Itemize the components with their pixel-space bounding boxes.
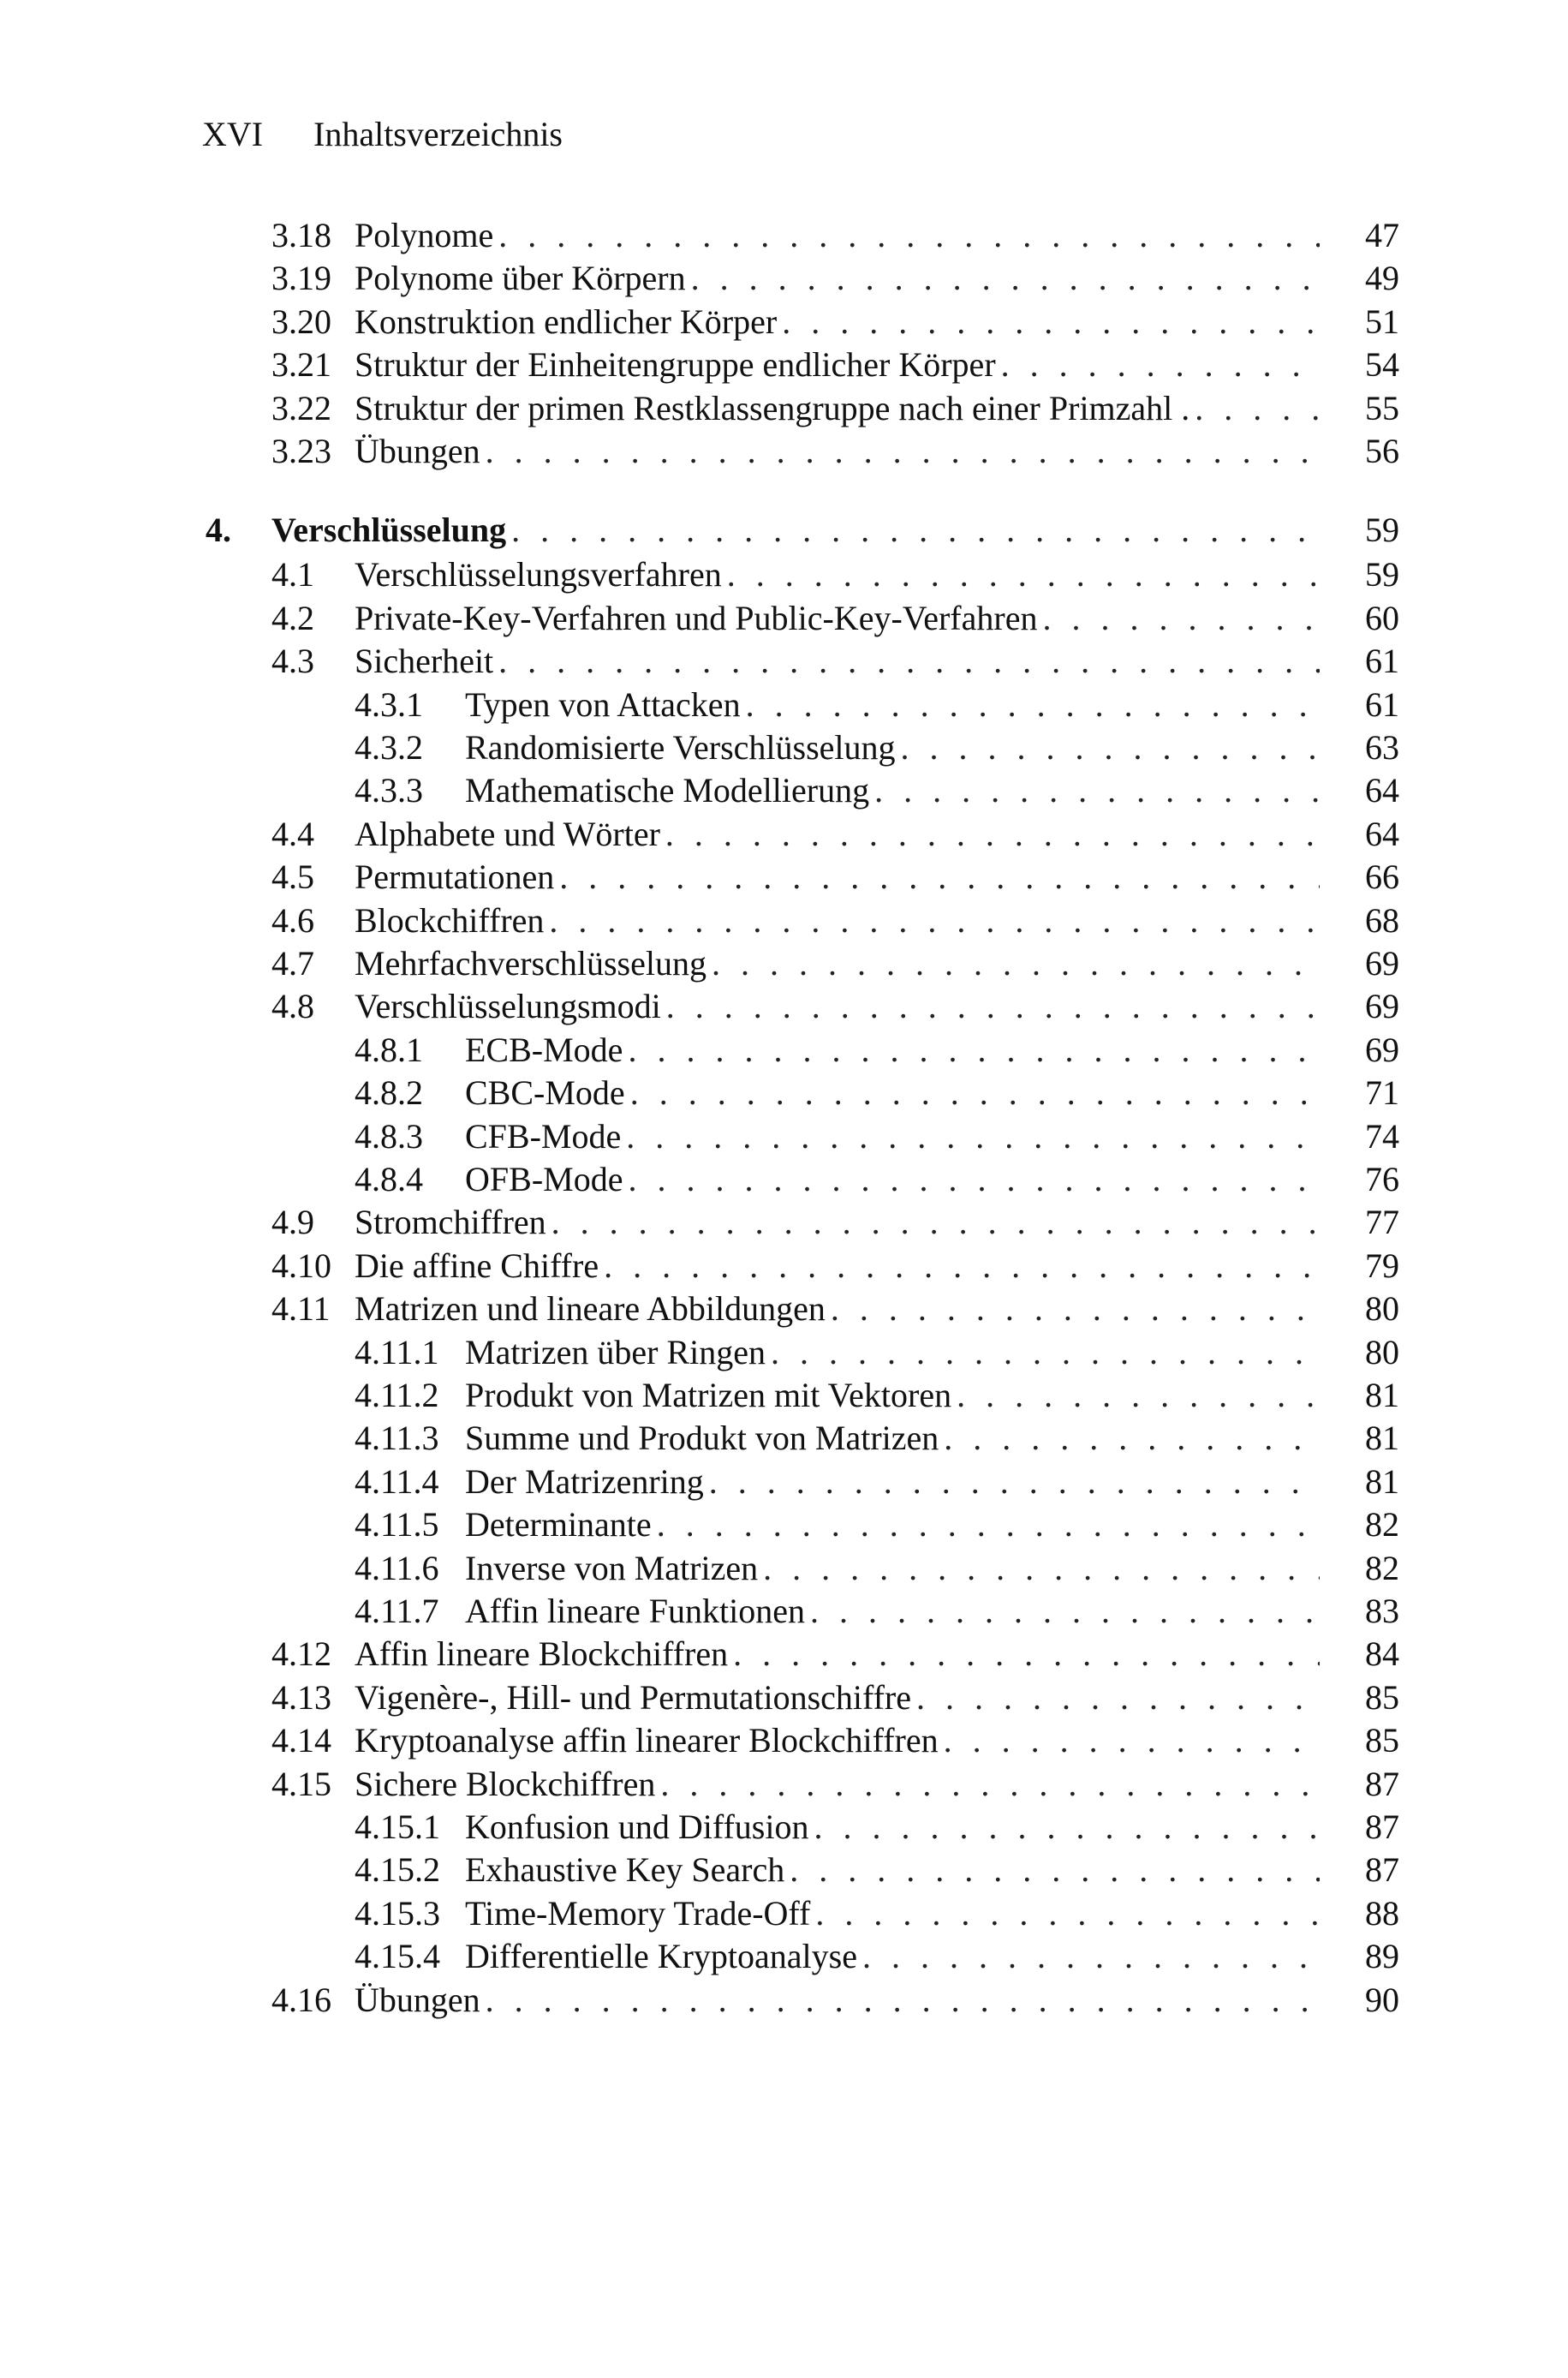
entry-title-line (465, 1331, 1320, 1374)
entry-title-line (355, 597, 1320, 640)
entry-title: Private-Key-Verfahren und Public-Key-Verfahren (355, 599, 1038, 637)
entry-title-line (355, 813, 1320, 856)
entry-number: 4.15 (271, 1765, 331, 1803)
entry-number: 4.11.1 (355, 1333, 439, 1371)
entry-title: Übungen (355, 1981, 480, 2019)
entry-number: 4.3.2 (355, 728, 423, 767)
toc-subsection-entry (0, 1935, 1568, 1978)
entry-title: Randomisierte Verschlüsselung (465, 728, 896, 767)
entry-title: Sicherheit (355, 642, 494, 680)
toc-subsection-entry (0, 1806, 1568, 1849)
dot-leader (549, 899, 1320, 942)
toc-section-entry (0, 1719, 1568, 1762)
entry-title-line (465, 1806, 1320, 1849)
entry-number: 4.3.3 (355, 771, 423, 810)
entry-page-number: 85 (1365, 1721, 1399, 1760)
dot-leader (944, 1719, 1320, 1762)
entry-number: 4.6 (271, 901, 314, 940)
entry-number: 4.11.2 (355, 1376, 439, 1414)
dot-leader (691, 257, 1320, 300)
entry-title-line (465, 1849, 1320, 1891)
entry-page-number: 76 (1365, 1160, 1399, 1198)
toc-section-entry (0, 387, 1568, 430)
entry-page-number: 54 (1365, 345, 1399, 384)
entry-number: 4.10 (271, 1246, 331, 1285)
dot-leader (628, 1029, 1320, 1072)
dot-leader (486, 430, 1320, 473)
entry-page-number: 83 (1365, 1592, 1399, 1630)
dot-leader (628, 1158, 1320, 1201)
entry-page-number: 64 (1365, 815, 1399, 853)
entry-title: Die affine Chiffre (355, 1246, 599, 1285)
entry-title-line (355, 214, 1320, 257)
entry-title: Matrizen und lineare Abbildungen (355, 1289, 826, 1328)
entry-number: 3.19 (271, 259, 331, 297)
entry-title-line (355, 430, 1320, 473)
toc-subsection-entry (0, 684, 1568, 726)
entry-title: Verschlüsselungsverfahren (355, 555, 722, 594)
dot-leader (944, 1417, 1320, 1460)
entry-title-line (271, 509, 1320, 552)
entry-page-number: 82 (1365, 1549, 1399, 1587)
dot-leader (486, 1979, 1320, 2022)
entry-number: 3.21 (271, 345, 331, 384)
dot-leader (771, 1331, 1320, 1374)
dot-leader (712, 942, 1320, 985)
dot-leader (666, 985, 1320, 1028)
toc-section-entry (0, 344, 1568, 386)
entry-page-number: 79 (1365, 1246, 1399, 1285)
entry-page-number: 74 (1365, 1117, 1399, 1156)
entry-number: 4.13 (271, 1678, 331, 1717)
toc-section-entry (0, 856, 1568, 899)
entry-title-line (465, 1158, 1320, 1201)
entry-number: 4.11.4 (355, 1462, 439, 1501)
entry-title: Typen von Attacken (465, 685, 741, 724)
entry-page-number: 63 (1365, 728, 1399, 767)
dot-leader (874, 769, 1320, 812)
entry-title-line (355, 387, 1320, 430)
dot-leader (814, 1806, 1320, 1849)
entry-page-number: 49 (1365, 259, 1399, 297)
entry-title: CBC-Mode (465, 1073, 625, 1112)
entry-title: Sichere Blockchiffren (355, 1765, 656, 1803)
entry-page-number: 80 (1365, 1333, 1399, 1371)
entry-title: Matrizen über Ringen (465, 1333, 766, 1371)
entry-page-number: 77 (1365, 1203, 1399, 1241)
toc-section-entry (0, 1201, 1568, 1244)
entry-number: 4.15.4 (355, 1937, 440, 1975)
entry-title-line (465, 726, 1320, 769)
entry-title: Vigenère-, Hill- und Permutationschiffre (355, 1678, 911, 1717)
toc-section-entry (0, 1288, 1568, 1330)
entry-title-line (465, 769, 1320, 812)
toc-chapter-entry (0, 509, 1568, 552)
entry-number: 4.2 (271, 599, 314, 637)
entry-title: OFB-Mode (465, 1160, 623, 1198)
dot-leader (1001, 344, 1320, 386)
entry-page-number: 47 (1365, 216, 1399, 254)
entry-title-line (355, 985, 1320, 1028)
entry-title-line (355, 942, 1320, 985)
dot-leader (665, 813, 1320, 856)
entry-title: ECB-Mode (465, 1031, 623, 1069)
entry-number: 4.11.3 (355, 1419, 439, 1457)
entry-number: 4.5 (271, 857, 314, 896)
dot-leader (1042, 597, 1320, 640)
entry-title: Blockchiffren (355, 901, 545, 940)
entry-title: Determinante (465, 1505, 652, 1544)
entry-number: 4.8.1 (355, 1031, 423, 1069)
entry-title-line (355, 301, 1320, 344)
entry-title-line (465, 1590, 1320, 1633)
toc-section-entry (0, 1245, 1568, 1288)
entry-number: 4.8.3 (355, 1117, 423, 1156)
entry-number: 4.1 (271, 555, 314, 594)
toc-subsection-entry (0, 1029, 1568, 1072)
running-head (202, 113, 563, 156)
toc-section-entry (0, 430, 1568, 473)
dot-leader (957, 1374, 1320, 1417)
entry-page-number: 61 (1365, 642, 1399, 680)
toc-section-entry (0, 813, 1568, 856)
dot-leader (727, 553, 1320, 596)
toc-section-entry (0, 985, 1568, 1028)
entry-title-line (355, 344, 1320, 386)
entry-title: Permutationen (355, 857, 555, 896)
entry-title-line (355, 1979, 1320, 2022)
entry-page-number: 64 (1365, 771, 1399, 810)
dot-leader (746, 684, 1320, 726)
entry-title-line (465, 684, 1320, 726)
entry-title-line (355, 1201, 1320, 1244)
entry-page-number: 60 (1365, 599, 1399, 637)
entry-page-number: 84 (1365, 1634, 1399, 1673)
entry-page-number: 68 (1365, 901, 1399, 940)
toc-section-entry (0, 942, 1568, 985)
toc-subsection-entry (0, 1417, 1568, 1460)
entry-page-number: 81 (1365, 1419, 1399, 1457)
entry-title: Polynome über Körpern (355, 259, 686, 297)
entry-title-line (355, 640, 1320, 683)
entry-title-line (355, 856, 1320, 899)
dot-leader (901, 726, 1320, 769)
dot-leader (511, 509, 1320, 552)
dot-leader (551, 1201, 1320, 1244)
entry-number: 3.18 (271, 216, 331, 254)
entry-title: Verschlüsselung (271, 511, 507, 549)
entry-number: 4.11.6 (355, 1549, 439, 1587)
entry-title: Alphabete und Wörter (355, 815, 660, 853)
toc-subsection-entry (0, 1331, 1568, 1374)
entry-title-line (355, 1245, 1320, 1288)
entry-page-number: 69 (1365, 987, 1399, 1025)
toc-section-entry (0, 1633, 1568, 1676)
entry-page-number: 59 (1365, 555, 1399, 594)
entry-number: 4.3 (271, 642, 314, 680)
dot-leader (763, 1547, 1320, 1590)
dot-leader (630, 1072, 1320, 1114)
entry-title-line (355, 553, 1320, 596)
entry-page-number: 59 (1365, 511, 1399, 549)
entry-title-line (355, 1763, 1320, 1806)
toc-section-entry (0, 640, 1568, 683)
entry-page-number: 81 (1365, 1376, 1399, 1414)
entry-title-line (465, 1115, 1320, 1158)
entry-page-number: 81 (1365, 1462, 1399, 1501)
toc-section-entry (0, 301, 1568, 344)
entry-page-number: 80 (1365, 1289, 1399, 1328)
entry-title-line (355, 257, 1320, 300)
entry-title: Übungen (355, 432, 480, 470)
entry-page-number: 69 (1365, 1031, 1399, 1069)
entry-number: 4.11.5 (355, 1505, 439, 1544)
toc-subsection-entry (0, 1590, 1568, 1633)
entry-number: 3.20 (271, 302, 331, 341)
entry-title: Konstruktion endlicher Körper (355, 302, 778, 341)
entry-title: Exhaustive Key Search (465, 1850, 785, 1889)
entry-number: 4.8 (271, 987, 314, 1025)
entry-number: 4.14 (271, 1721, 331, 1760)
entry-title: Affin lineare Blockchiffren (355, 1634, 729, 1673)
dot-leader (831, 1288, 1320, 1330)
entry-number: 4.9 (271, 1203, 314, 1241)
dot-leader (709, 1461, 1320, 1503)
entry-title-line (465, 1072, 1320, 1114)
entry-title-line (465, 1374, 1320, 1417)
entry-title-line (355, 1676, 1320, 1719)
toc-subsection-entry (0, 1461, 1568, 1503)
toc-subsection-entry (0, 1547, 1568, 1590)
toc-subsection-entry (0, 1892, 1568, 1935)
entry-number: 4.3.1 (355, 685, 423, 724)
entry-number: 4. (206, 511, 231, 549)
entry-title-line (465, 1935, 1320, 1978)
dot-leader (810, 1590, 1320, 1633)
entry-title: Mehrfachverschlüsselung (355, 944, 706, 983)
entry-title: Verschlüsselungsmodi (355, 987, 661, 1025)
dot-leader (657, 1503, 1320, 1546)
toc-section-entry (0, 1676, 1568, 1719)
toc-subsection-entry (0, 1849, 1568, 1891)
entry-title: Produkt von Matrizen mit Vektoren (465, 1376, 952, 1414)
toc-section-entry (0, 553, 1568, 596)
entry-title-line (355, 899, 1320, 942)
page-number: XVI (202, 115, 264, 153)
toc-section-entry (0, 899, 1568, 942)
entry-title-line (465, 1547, 1320, 1590)
dot-leader (498, 640, 1320, 683)
entry-title-line (465, 1892, 1320, 1935)
dot-leader (916, 1676, 1320, 1719)
entry-number: 4.7 (271, 944, 314, 983)
entry-title: Time-Memory Trade-Off (465, 1894, 811, 1933)
entry-page-number: 88 (1365, 1894, 1399, 1933)
entry-title: Stromchiffren (355, 1203, 546, 1241)
entry-page-number: 69 (1365, 944, 1399, 983)
entry-page-number: 61 (1365, 685, 1399, 724)
entry-title-line (465, 1503, 1320, 1546)
entry-title: Struktur der Einheitengruppe endlicher Körper (355, 345, 996, 384)
dot-leader (782, 301, 1320, 344)
toc-section-entry (0, 1763, 1568, 1806)
entry-number: 4.11 (271, 1289, 331, 1328)
toc-section-entry (0, 214, 1568, 257)
entry-page-number: 87 (1365, 1850, 1399, 1889)
entry-number: 4.15.1 (355, 1807, 440, 1846)
dot-leader (733, 1633, 1320, 1676)
entry-page-number: 82 (1365, 1505, 1399, 1544)
dot-leader (626, 1115, 1320, 1158)
toc-subsection-entry (0, 1072, 1568, 1114)
dot-leader (862, 1935, 1320, 1978)
running-title: Inhaltsverzeichnis (313, 115, 563, 153)
entry-page-number: 71 (1365, 1073, 1399, 1112)
toc-subsection-entry (0, 1374, 1568, 1417)
entry-title-line (465, 1417, 1320, 1460)
entry-number: 3.23 (271, 432, 331, 470)
entry-title-line (465, 1029, 1320, 1072)
entry-title: Struktur der primen Restklassengruppe nach einer Primzahl . (355, 389, 1190, 427)
toc-section-entry (0, 257, 1568, 300)
entry-number: 3.22 (271, 389, 331, 427)
dot-leader (604, 1245, 1320, 1288)
dot-leader (790, 1849, 1320, 1891)
toc-subsection-entry (0, 726, 1568, 769)
entry-page-number: 87 (1365, 1807, 1399, 1846)
entry-title: Mathematische Modellierung (465, 771, 870, 810)
entry-title-line (355, 1633, 1320, 1676)
toc-subsection-entry (0, 1158, 1568, 1201)
toc-section-entry (0, 1979, 1568, 2022)
entry-page-number: 90 (1365, 1981, 1399, 2019)
entry-page-number: 89 (1365, 1937, 1399, 1975)
entry-title-line (355, 1719, 1320, 1762)
entry-number: 4.11.7 (355, 1592, 439, 1630)
toc-subsection-entry (0, 1503, 1568, 1546)
entry-number: 4.15.2 (355, 1850, 440, 1889)
entry-title: CFB-Mode (465, 1117, 622, 1156)
entry-number: 4.15.3 (355, 1894, 440, 1933)
entry-title: Summe und Produkt von Matrizen (465, 1419, 939, 1457)
entry-page-number: 66 (1365, 857, 1399, 896)
dot-leader (1195, 387, 1320, 430)
entry-number: 4.8.2 (355, 1073, 423, 1112)
entry-title: Polynome (355, 216, 494, 254)
entry-number: 4.12 (271, 1634, 331, 1673)
entry-page-number: 56 (1365, 432, 1399, 470)
entry-number: 4.4 (271, 815, 314, 853)
entry-page-number: 87 (1365, 1765, 1399, 1803)
entry-page-number: 85 (1365, 1678, 1399, 1717)
toc-subsection-entry (0, 769, 1568, 812)
dot-leader (498, 214, 1320, 257)
entry-title: Inverse von Matrizen (465, 1549, 759, 1587)
entry-page-number: 55 (1365, 389, 1399, 427)
entry-title: Kryptoanalyse affin linearer Blockchiffren (355, 1721, 939, 1760)
entry-number: 4.8.4 (355, 1160, 423, 1198)
dot-leader (815, 1892, 1320, 1935)
toc-section-entry (0, 597, 1568, 640)
entry-title: Differentielle Kryptoanalyse (465, 1937, 857, 1975)
entry-title: Der Matrizenring (465, 1462, 704, 1501)
dot-leader (559, 856, 1320, 899)
entry-title-line (355, 1288, 1320, 1330)
entry-number: 4.16 (271, 1981, 331, 2019)
entry-page-number: 51 (1365, 302, 1399, 341)
entry-title-line (465, 1461, 1320, 1503)
entry-title: Konfusion und Diffusion (465, 1807, 809, 1846)
entry-title: Affin lineare Funktionen (465, 1592, 805, 1630)
toc-subsection-entry (0, 1115, 1568, 1158)
dot-leader (660, 1763, 1320, 1806)
